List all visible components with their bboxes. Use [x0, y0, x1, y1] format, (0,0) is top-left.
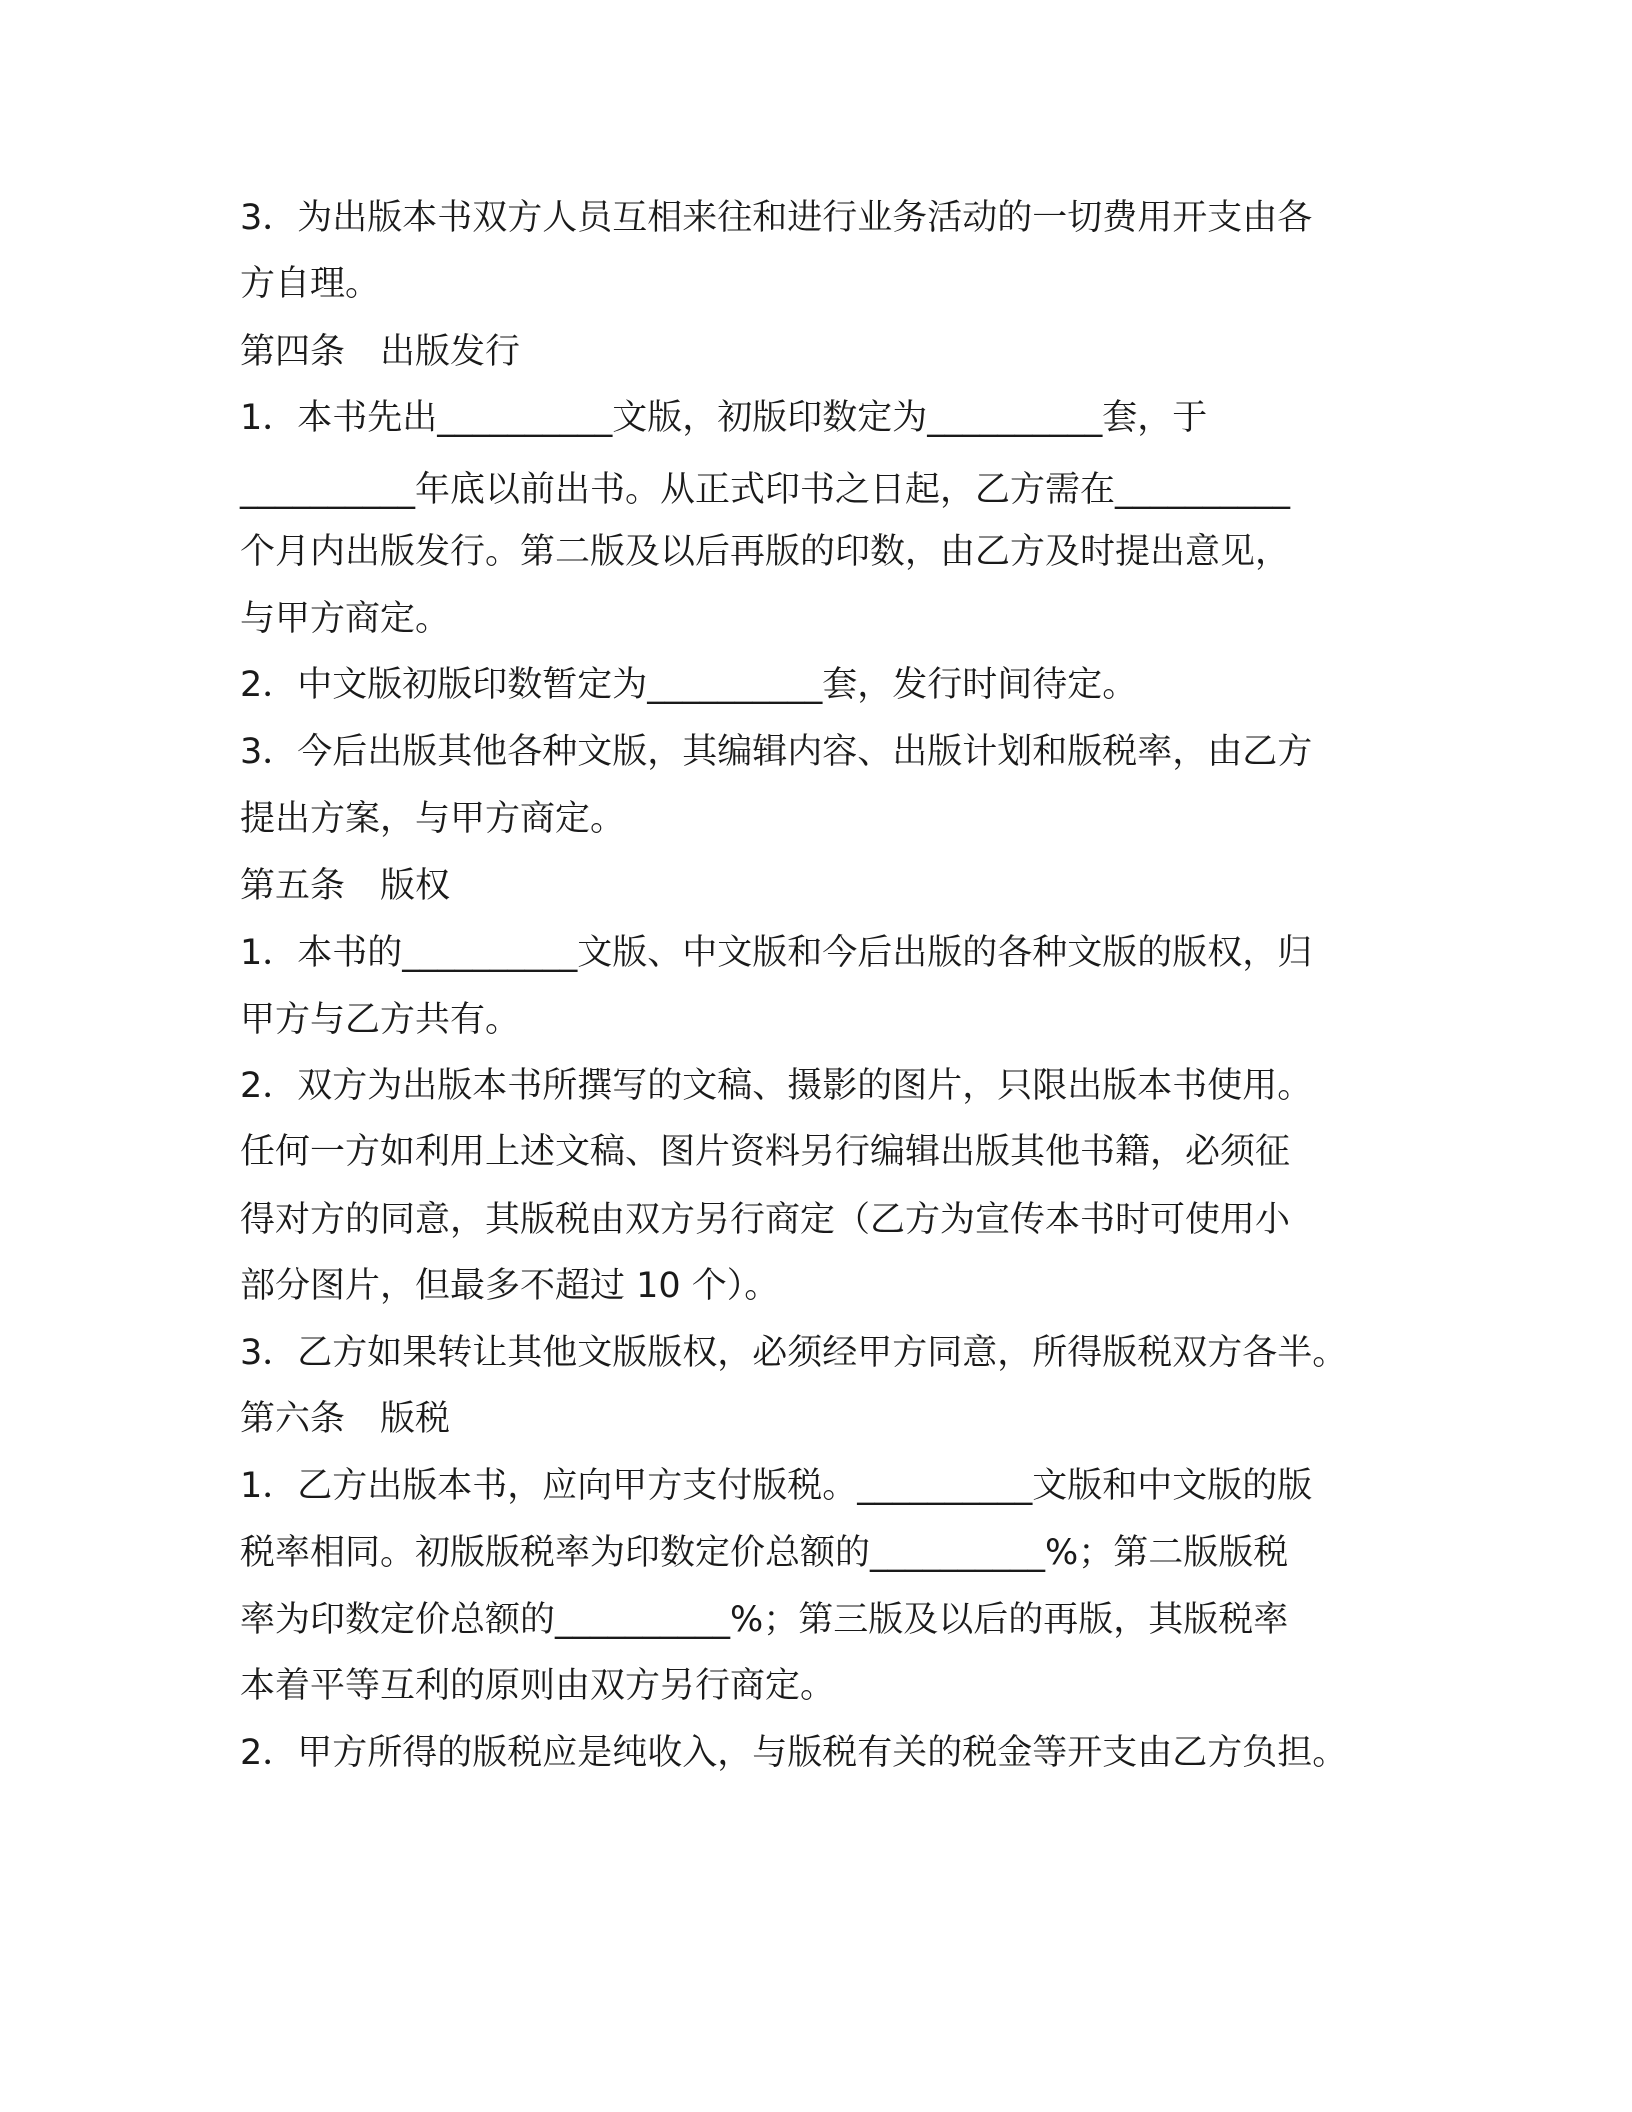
text-line: 1．乙方出版本书，应向甲方支付版税。__________文版和中文版的版	[240, 1466, 1313, 1506]
text-line: 方自理。	[240, 264, 381, 304]
section-heading: 第四条 出版发行	[240, 332, 521, 372]
text-line: 3．为出版本书双方人员互相来往和进行业务活动的一切费用开支由各	[240, 198, 1313, 238]
section-heading: 第五条 版权	[240, 866, 451, 906]
text-line: 本着平等互利的原则由双方另行商定。	[240, 1666, 836, 1706]
text-line: 任何一方如利用上述文稿、图片资料另行编辑出版其他书籍，必须征	[240, 1132, 1291, 1172]
text-line: 3．今后出版其他各种文版，其编辑内容、出版计划和版税率，由乙方	[240, 732, 1313, 772]
text-line: 2．中文版初版印数暂定为__________套，发行时间待定。	[240, 665, 1138, 705]
text-line: 1．本书先出__________文版，初版印数定为__________套，于	[240, 398, 1208, 438]
text-line: 甲方与乙方共有。	[240, 1000, 521, 1040]
text-line: 与甲方商定。	[240, 599, 451, 639]
text-line: 2．双方为出版本书所撰写的文稿、摄影的图片，只限出版本书使用。	[240, 1066, 1313, 1106]
text-line: 3．乙方如果转让其他文版版权，必须经甲方同意，所得版税双方各半。	[240, 1333, 1348, 1373]
text-line: 部分图片，但最多不超过 10 个）。	[240, 1266, 780, 1306]
text-line: 税率相同。初版版税率为印数定价总额的__________%；第二版版税	[240, 1533, 1289, 1573]
text-line: 得对方的同意，其版税由双方另行商定（乙方为宣传本书时可使用小	[240, 1200, 1291, 1240]
text-line: __________年底以前出书。从正式印书之日起，乙方需在__________	[240, 470, 1291, 510]
text-line: 率为印数定价总额的__________%；第三版及以后的再版，其版税率	[240, 1600, 1289, 1640]
text-line: 1．本书的__________文版、中文版和今后出版的各种文版的版权，归	[240, 933, 1313, 973]
section-heading: 第六条 版税	[240, 1399, 451, 1439]
text-line: 个月内出版发行。第二版及以后再版的印数，由乙方及时提出意见，	[240, 532, 1291, 572]
text-line: 2．甲方所得的版税应是纯收入，与版税有关的税金等开支由乙方负担。	[240, 1733, 1348, 1773]
text-line: 提出方案，与甲方商定。	[240, 799, 626, 839]
